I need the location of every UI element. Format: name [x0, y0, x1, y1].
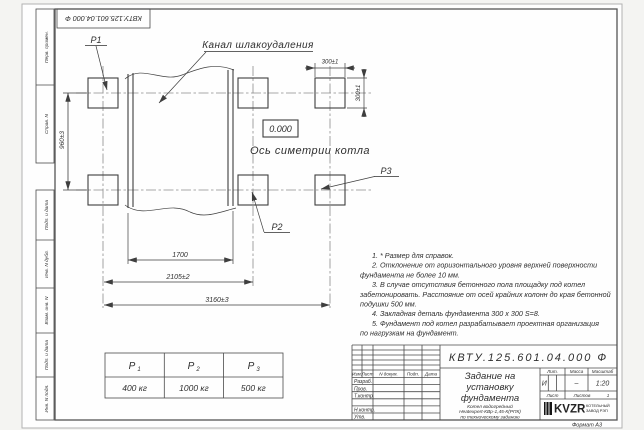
elevation-text: 0.000 [269, 124, 292, 134]
mass-value: – [574, 380, 579, 388]
load-header-sym: P [128, 361, 136, 372]
product-line: по техническому заданию [460, 415, 520, 421]
rev-header: Изм. [352, 371, 362, 377]
p3-text: P3 [380, 166, 392, 176]
rev-header: Лист [361, 371, 374, 377]
rev-row-label: Т.контр. [354, 393, 375, 400]
logo-subline: ЗАВОД РЭП [586, 409, 608, 413]
doc-number: КВТУ.125.601.04.000 Ф [448, 352, 609, 364]
dim-300w-text: 300±1 [321, 59, 339, 66]
load-value: 400 кг [122, 383, 147, 393]
scale-label: Масштаб [591, 369, 614, 375]
dim-1700-text: 1700 [172, 252, 188, 259]
note-line: 5. Фундамент под котел разрабатывает проектная организация [372, 318, 599, 328]
axis-caption: Ось симетрии котла [249, 145, 371, 157]
lit-label: Лит. [547, 369, 558, 375]
lit-value: И [541, 380, 547, 388]
logo-icon [544, 402, 552, 415]
note-line: 2. Отклонение от горизонтального уровня верхней поверхности [372, 260, 598, 270]
title-line: установку [466, 382, 514, 393]
product-line: Heatexpert-КВр-1,45-К(РПК) [459, 410, 521, 416]
load-header-sym: P [187, 361, 195, 372]
load-value: 1000 кг [179, 383, 209, 393]
margin-label: Справ. N [45, 113, 50, 135]
title-line: фундамента [460, 393, 520, 404]
rev-header: N докум. [379, 371, 398, 377]
margin-label: Подп. и дата [45, 199, 50, 231]
rev-row-label: Разраб. [354, 379, 373, 386]
dim-300h-text: 300±1 [356, 84, 362, 102]
margin-label: Перв. примен. [45, 31, 50, 63]
dim-2105-text: 2105±2 [166, 274, 190, 281]
p2-text: P2 [271, 222, 283, 232]
scale-value: 1:20 [595, 380, 610, 388]
margin-label: Инв. N подл. [45, 384, 50, 413]
channel-text: Канал шлакоудаления [202, 40, 314, 51]
dim-960-text: 960±3 [59, 130, 66, 150]
product-line: Котел водогрейный [467, 404, 513, 410]
p1-text: P1 [90, 35, 102, 45]
sheets-value: 1 [606, 393, 610, 398]
format-note: Формат А3 [571, 422, 603, 429]
sheets-label: Листов [573, 393, 591, 398]
note-line: забетонировать. Расстояние от осей крайних колонн до края бетонной [360, 289, 611, 299]
note-line: по нагрузкам на фундамент. [360, 328, 459, 338]
mass-label: Масса [569, 369, 584, 375]
logo-subline: КОТЕЛЬНЫЙ [586, 404, 610, 408]
margin-label: Взам. инв. N [45, 296, 50, 325]
note-line: подушки 500 мм. [360, 299, 417, 309]
logo-text: KVZR [554, 403, 586, 416]
rev-row-label: Пров. [354, 386, 368, 393]
paper-sheet [22, 4, 622, 428]
sheet-label: Лист [546, 393, 559, 398]
load-header-sub: 3 [256, 367, 260, 373]
title-line: Задание на [464, 371, 516, 382]
rev-row-label: Утв. [354, 414, 366, 421]
rev-header: Подп. [406, 371, 420, 377]
note-line: 1. * Размер для справок. [372, 251, 454, 260]
note-line: 3. В случае отсутствия бетонного пола площадку под котел [372, 280, 586, 290]
load-value: 500 кг [240, 383, 266, 393]
load-header-sub: 1 [137, 367, 141, 373]
note-line: фундамента не более 10 мм. [360, 270, 460, 280]
load-header-sub: 2 [196, 367, 200, 373]
load-header-sym: P [247, 361, 255, 372]
margin-label: Инв. N дубл. [45, 250, 50, 278]
dim-3160-text: 3160±3 [205, 297, 229, 304]
margin-label: Подп. и дата [45, 339, 50, 371]
notes-block [359, 251, 611, 338]
note-line: 4. Закладная деталь фундамента 300 х 300 S=8. [372, 309, 540, 319]
rev-header: Дата [424, 371, 438, 377]
rev-row-label: Н.контр. [354, 407, 376, 414]
doc-number-stamp-text: КВТУ.125.601.04.000 Ф [65, 14, 142, 23]
